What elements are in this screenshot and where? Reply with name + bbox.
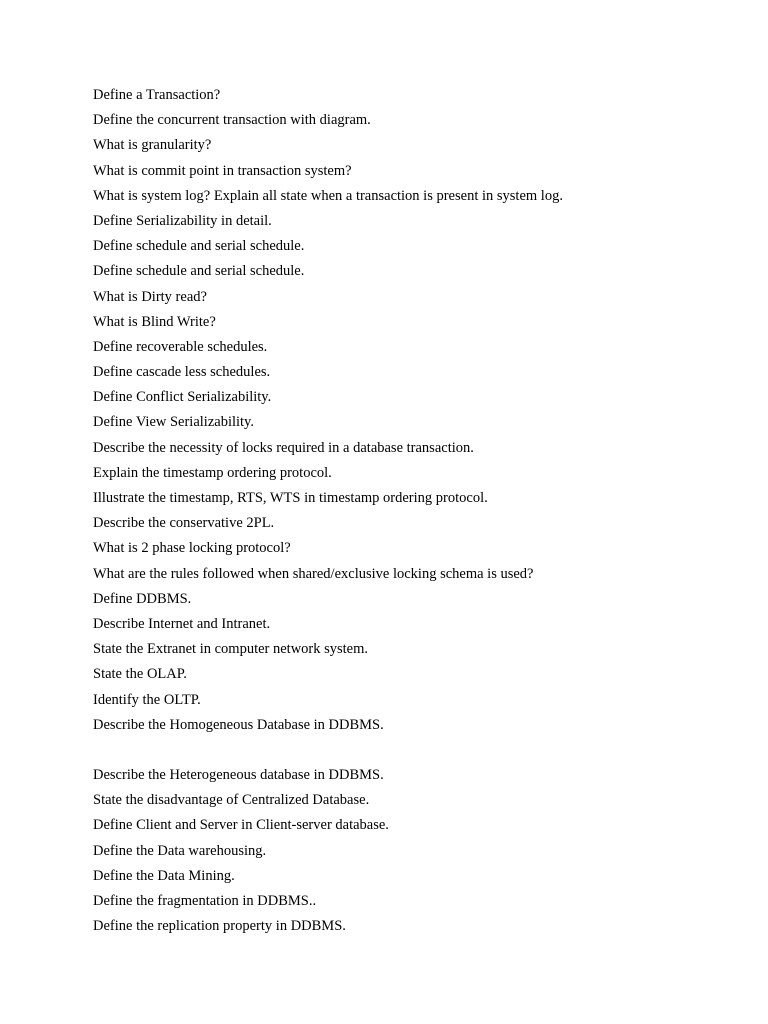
question-item: What is commit point in transaction system? bbox=[93, 162, 352, 179]
question-item: What is Blind Write? bbox=[93, 313, 216, 330]
question-item: Define schedule and serial schedule. bbox=[93, 263, 305, 280]
question-item: State the OLAP. bbox=[93, 666, 187, 683]
question-item: Define DDBMS. bbox=[93, 590, 192, 607]
question-item: State the disadvantage of Centralized Database. bbox=[93, 792, 370, 809]
question-item: Identify the OLTP. bbox=[93, 691, 201, 708]
question-item: Define schedule and serial schedule. bbox=[93, 238, 305, 255]
question-item: Explain the timestamp ordering protocol. bbox=[93, 464, 332, 481]
question-item: Describe the conservative 2PL. bbox=[93, 515, 275, 532]
question-item: Describe the Homogeneous Database in DDBMS. bbox=[93, 716, 384, 733]
question-item: Describe the necessity of locks required in a database transaction. bbox=[93, 439, 474, 456]
question-item: Illustrate the timestamp, RTS, WTS in timestamp ordering protocol. bbox=[93, 490, 488, 506]
question-item: State the Extranet in computer network system. bbox=[93, 641, 369, 658]
question-item: Define the fragmentation in DDBMS.. bbox=[93, 893, 317, 909]
question-list bbox=[93, 85, 733, 941]
question-item: What are the rules followed when shared/exclusive locking schema is used? bbox=[93, 565, 534, 582]
question-item: What is system log? Explain all state when a transaction is present in system log. bbox=[93, 187, 563, 204]
question-item: Define Serializability in detail. bbox=[93, 212, 272, 229]
question-item: Define the Data Mining. bbox=[93, 867, 235, 884]
question-item: Define View Serializability. bbox=[93, 414, 254, 431]
question-item: What is 2 phase locking protocol? bbox=[93, 540, 291, 557]
question-item: Define Conflict Serializability. bbox=[93, 389, 272, 406]
question-item: Define recoverable schedules. bbox=[93, 338, 268, 355]
question-item: Describe Internet and Intranet. bbox=[93, 615, 271, 632]
question-item: Define Client and Server in Client-server database. bbox=[93, 817, 389, 834]
question-item: Define cascade less schedules. bbox=[93, 364, 271, 381]
question-item: Define the Data warehousing. bbox=[93, 842, 267, 859]
question-item: What is granularity? bbox=[93, 137, 212, 154]
blank-line bbox=[93, 740, 733, 765]
question-item: Define the replication property in DDBMS. bbox=[93, 918, 346, 935]
question-item: What is Dirty read? bbox=[93, 288, 207, 305]
question-item: Define a Transaction? bbox=[93, 87, 221, 103]
question-item: Describe the Heterogeneous database in DDBMS. bbox=[93, 767, 384, 784]
question-item: Define the concurrent transaction with diagram. bbox=[93, 112, 371, 129]
